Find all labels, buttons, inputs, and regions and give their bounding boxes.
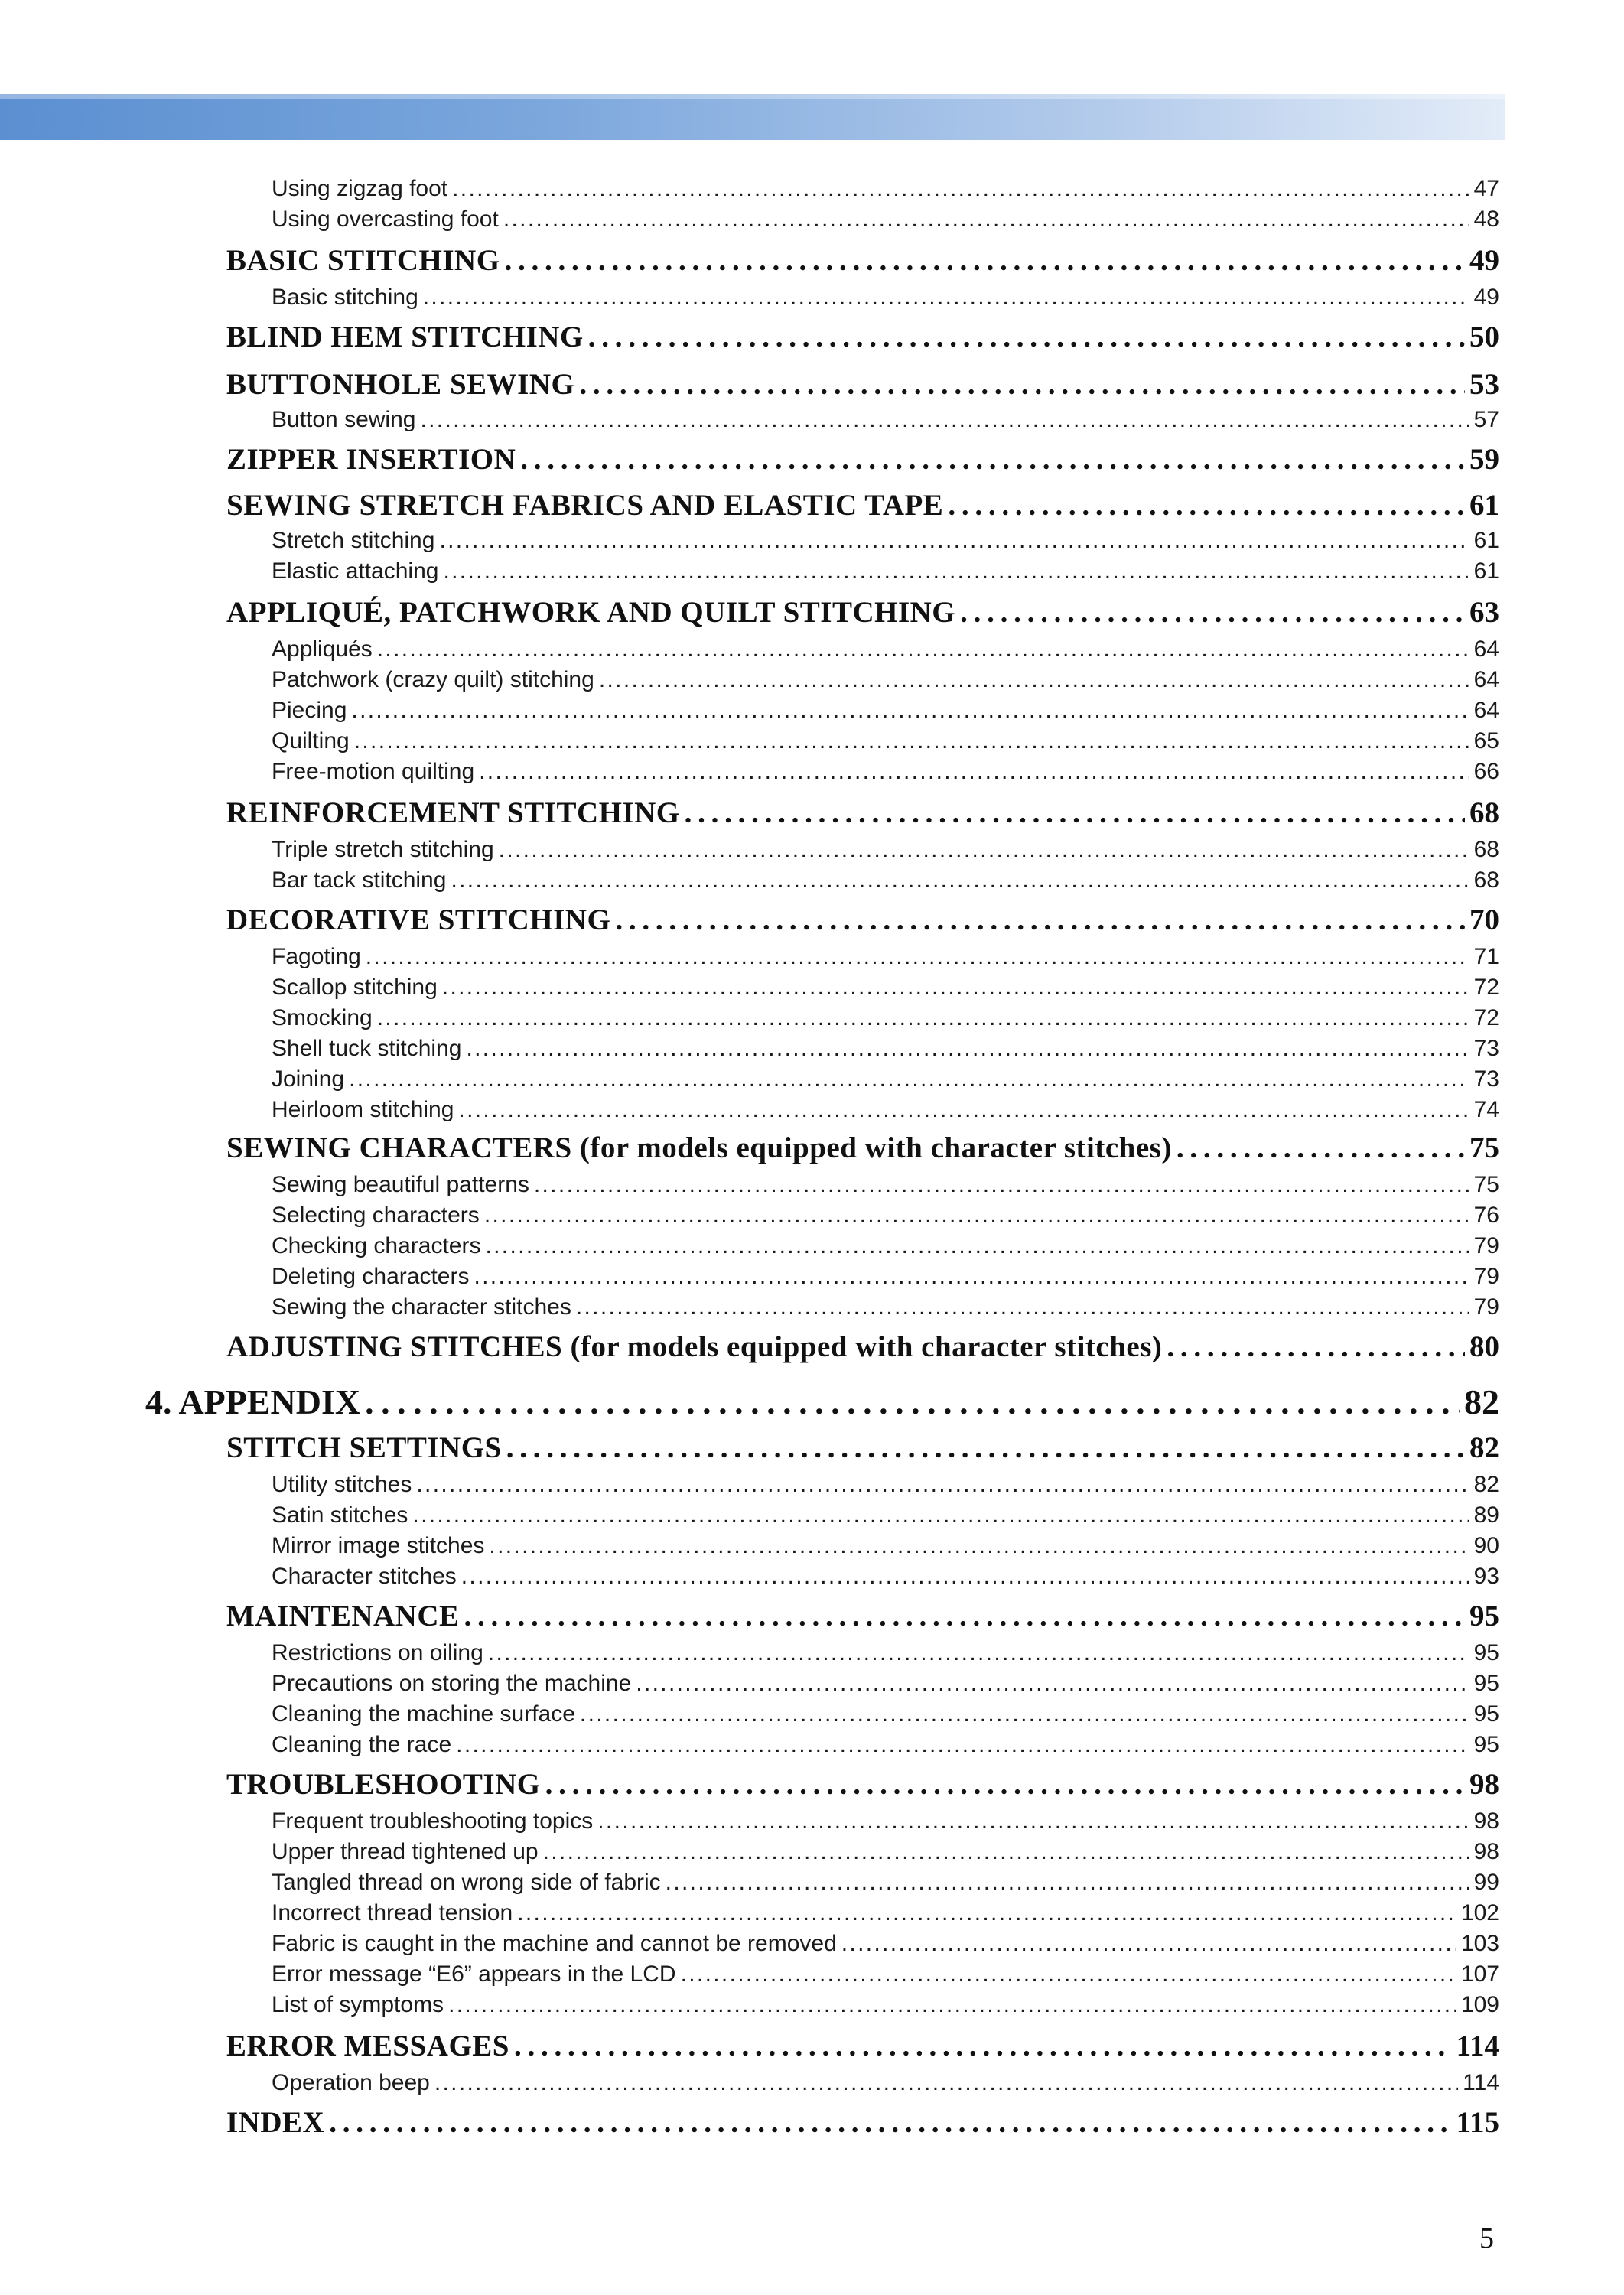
toc-entry-title: Cleaning the race — [272, 1732, 452, 1757]
toc-subentry[interactable] — [272, 1992, 1499, 2018]
dot-leader — [488, 1640, 1469, 1666]
toc-page-number: 98 — [1473, 1808, 1499, 1834]
toc-page-number: 71 — [1473, 944, 1499, 969]
toc-page-number: 114 — [1456, 2030, 1499, 2062]
dot-leader — [681, 1961, 1456, 1987]
toc-page-number: 82 — [1473, 1472, 1499, 1497]
toc-subentry[interactable] — [272, 1564, 1499, 1590]
dot-leader — [448, 1992, 1456, 2018]
dot-leader — [458, 1097, 1469, 1123]
toc-page-number: 72 — [1473, 1005, 1499, 1030]
toc-subentry[interactable] — [272, 1294, 1499, 1320]
dot-leader — [615, 903, 1465, 937]
toc-page-number: 93 — [1473, 1564, 1499, 1589]
dot-leader — [484, 1203, 1469, 1229]
toc-entry-title: Smocking — [272, 1005, 373, 1030]
toc-entry-title: Using overcasting foot — [272, 207, 499, 232]
toc-page-number: 64 — [1473, 698, 1499, 723]
toc-subentry[interactable] — [272, 207, 1499, 233]
dot-leader — [579, 367, 1465, 402]
toc-page-number: 61 — [1473, 528, 1499, 553]
toc-entry-title: Incorrect thread tension — [272, 1900, 513, 1926]
toc-page-number: 64 — [1473, 636, 1499, 662]
toc-subentry[interactable] — [272, 667, 1499, 693]
dot-leader — [464, 1599, 1465, 1633]
toc-page-number: 47 — [1473, 176, 1499, 201]
toc-subentry[interactable] — [272, 1900, 1499, 1926]
toc-entry-title: Using zigzag foot — [272, 176, 448, 201]
dot-leader — [485, 1233, 1469, 1259]
dot-leader — [499, 837, 1469, 863]
dot-leader — [685, 796, 1465, 830]
toc-section-entry[interactable] — [226, 1330, 1499, 1364]
toc-page-number: 99 — [1473, 1870, 1499, 1895]
dot-leader — [466, 1036, 1469, 1062]
toc-entry-title: 4. APPENDIX — [145, 1382, 361, 1421]
toc-entry-title: Fagoting — [272, 944, 361, 969]
toc-entry-title: Stretch stitching — [272, 528, 435, 553]
toc-page-number: 103 — [1460, 1931, 1499, 1956]
toc-subentry[interactable] — [272, 1233, 1499, 1259]
toc-section-entry[interactable] — [226, 1131, 1499, 1165]
toc-page-number: 63 — [1469, 596, 1499, 629]
toc-entry-title: BASIC STITCHING — [226, 244, 500, 277]
toc-entry-title: Free-motion quilting — [272, 759, 475, 784]
dot-leader — [349, 1066, 1469, 1092]
toc-page-number: 64 — [1473, 667, 1499, 692]
toc-chapter-entry[interactable] — [145, 1382, 1499, 1422]
dot-leader — [517, 1900, 1456, 1926]
toc-section-entry[interactable] — [226, 442, 1499, 477]
dot-leader — [960, 595, 1465, 630]
toc-subentry[interactable] — [272, 528, 1499, 554]
toc-entry-title: Fabric is caught in the machine and cannot be removed — [272, 1931, 837, 1956]
toc-page-number: 73 — [1473, 1036, 1499, 1061]
dot-leader — [948, 488, 1465, 522]
toc-entry-title: ZIPPER INSERTION — [226, 443, 516, 476]
toc-subentry[interactable] — [272, 176, 1499, 202]
toc-entry-title: Sewing the character stitches — [272, 1294, 571, 1320]
toc-page-number: 48 — [1473, 207, 1499, 232]
toc-entry-title: Precautions on storing the machine — [272, 1671, 632, 1696]
toc-entry-title: BUTTONHOLE SEWING — [226, 368, 575, 401]
toc-page-number: 75 — [1473, 1172, 1499, 1197]
toc-subentry[interactable] — [272, 868, 1499, 894]
dot-leader — [534, 1172, 1469, 1198]
toc-page-number: 114 — [1463, 2070, 1499, 2095]
dot-leader — [1167, 1330, 1465, 1364]
toc-subentry[interactable] — [272, 759, 1499, 785]
toc-section-entry[interactable] — [226, 320, 1499, 354]
toc-subentry[interactable] — [272, 1036, 1499, 1062]
toc-page-number: 98 — [1473, 1839, 1499, 1864]
dot-leader — [456, 1732, 1469, 1758]
dot-leader — [588, 320, 1465, 354]
dot-leader — [514, 2029, 1452, 2063]
toc-entry-title: Appliqués — [272, 636, 373, 662]
dot-leader — [503, 207, 1469, 233]
toc-subentry[interactable] — [272, 1839, 1499, 1865]
toc-entry-title: Sewing beautiful patterns — [272, 1172, 529, 1197]
toc-entry-title: Deleting characters — [272, 1264, 470, 1289]
toc-page-number: 66 — [1473, 759, 1499, 784]
dot-leader — [580, 1701, 1469, 1727]
page-number: 5 — [1479, 2222, 1494, 2254]
toc-page-number: 61 — [1473, 558, 1499, 584]
header-decorative-band — [0, 94, 1505, 140]
toc-page-number: 49 — [1469, 244, 1499, 277]
toc-subentry[interactable] — [272, 944, 1499, 970]
toc-section-entry[interactable] — [226, 243, 1499, 278]
toc-entry-title: Quilting — [272, 728, 350, 754]
dot-leader — [423, 285, 1469, 311]
toc-section-entry[interactable] — [226, 595, 1499, 630]
toc-page-number: 68 — [1473, 837, 1499, 862]
toc-entry-title: Selecting characters — [272, 1203, 480, 1228]
dot-leader — [366, 944, 1469, 970]
toc-page-number: 75 — [1469, 1131, 1499, 1164]
toc-page-number: 95 — [1469, 1600, 1499, 1633]
toc-page-number: 109 — [1460, 1992, 1499, 2017]
toc-entry-title: BLIND HEM STITCHING — [226, 321, 584, 353]
toc-page-number: 82 — [1464, 1382, 1499, 1421]
toc-subentry[interactable] — [272, 1502, 1499, 1528]
toc-section-entry[interactable] — [226, 903, 1499, 937]
toc-entry-title: REINFORCEMENT STITCHING — [226, 796, 680, 829]
dot-leader — [416, 1472, 1469, 1498]
toc-subentry[interactable] — [272, 1640, 1499, 1666]
toc-page-number: 68 — [1473, 868, 1499, 893]
toc-section-entry[interactable] — [226, 1431, 1499, 1465]
dot-leader — [505, 243, 1465, 278]
toc-entry-title: DECORATIVE STITCHING — [226, 903, 611, 936]
toc-entry-title: MAINTENANCE — [226, 1600, 460, 1633]
toc-page-number: 61 — [1469, 489, 1499, 522]
toc-subentry[interactable] — [272, 1172, 1499, 1198]
toc-page-number: 74 — [1473, 1097, 1499, 1122]
dot-leader — [434, 2070, 1458, 2096]
toc-entry-title: Utility stitches — [272, 1472, 412, 1497]
toc-page-number: 68 — [1469, 796, 1499, 829]
dot-leader — [377, 636, 1469, 662]
toc-entry-title: Cleaning the machine surface — [272, 1701, 575, 1727]
toc-entry-title: Restrictions on oiling — [272, 1640, 483, 1665]
dot-leader — [452, 176, 1469, 202]
toc-page-number: 95 — [1473, 1671, 1499, 1696]
dot-leader — [329, 2105, 1451, 2140]
dot-leader — [461, 1564, 1469, 1590]
toc-page-number: 115 — [1456, 2106, 1499, 2139]
toc-section-entry[interactable] — [226, 2029, 1499, 2063]
toc-subentry[interactable] — [272, 558, 1499, 584]
toc-entry-title: SEWING CHARACTERS (for models equipped with character stitches) — [226, 1131, 1172, 1164]
toc-page-number: 107 — [1460, 1961, 1499, 1987]
toc-entry-title: STITCH SETTINGS — [226, 1431, 502, 1464]
toc-entry-title: Mirror image stitches — [272, 1533, 485, 1558]
toc-subentry[interactable] — [272, 1961, 1499, 1987]
toc-entry-title: Scallop stitching — [272, 975, 438, 1000]
toc-page-number: 76 — [1473, 1203, 1499, 1228]
dot-leader — [479, 759, 1469, 785]
toc-subentry[interactable] — [272, 1066, 1499, 1092]
dot-leader — [841, 1931, 1456, 1957]
toc-page-number: 102 — [1460, 1900, 1499, 1926]
toc-entry-title: List of symptoms — [272, 1992, 444, 2017]
toc-subentry[interactable] — [272, 285, 1499, 311]
toc-section-entry[interactable] — [226, 367, 1499, 402]
toc-page-number: 65 — [1473, 728, 1499, 754]
dot-leader — [597, 1808, 1469, 1834]
toc-page-number: 82 — [1469, 1431, 1499, 1464]
toc-subentry[interactable] — [272, 1533, 1499, 1559]
toc-entry-title: ERROR MESSAGES — [226, 2030, 509, 2062]
toc-page-number: 49 — [1473, 285, 1499, 310]
toc-entry-title: Piecing — [272, 698, 347, 723]
dot-leader — [351, 698, 1469, 724]
toc-page-number: 79 — [1473, 1233, 1499, 1258]
toc-subentry[interactable] — [272, 2070, 1499, 2096]
toc-subentry[interactable] — [272, 1264, 1499, 1290]
toc-page-number: 79 — [1473, 1294, 1499, 1320]
dot-leader — [442, 975, 1469, 1001]
toc-subentry[interactable] — [272, 1808, 1499, 1834]
dot-leader — [666, 1870, 1469, 1896]
toc-entry-title: Character stitches — [272, 1564, 457, 1589]
toc-section-entry[interactable] — [226, 1599, 1499, 1633]
toc-entry-title: Button sewing — [272, 407, 416, 432]
toc-page-number: 89 — [1473, 1502, 1499, 1528]
toc-entry-title: Shell tuck stitching — [272, 1036, 462, 1061]
toc-entry-title: TROUBLESHOOTING — [226, 1768, 541, 1801]
toc-section-entry[interactable] — [226, 2105, 1499, 2140]
dot-leader — [543, 1839, 1469, 1865]
toc-page-number: 57 — [1473, 407, 1499, 432]
toc-entry-title: Frequent troubleshooting topics — [272, 1808, 594, 1834]
dot-leader — [412, 1502, 1469, 1528]
toc-entry-title: Tangled thread on wrong side of fabric — [272, 1870, 661, 1895]
dot-leader — [545, 1767, 1465, 1802]
toc-subentry[interactable] — [272, 1005, 1499, 1031]
dot-leader — [520, 442, 1465, 477]
toc-entry-title: Basic stitching — [272, 285, 418, 310]
toc-entry-title: Error message “E6” appears in the LCD — [272, 1961, 676, 1987]
dot-leader — [506, 1431, 1465, 1465]
toc-subentry[interactable] — [272, 1931, 1499, 1957]
dot-leader — [576, 1294, 1469, 1320]
toc-subentry[interactable] — [272, 1732, 1499, 1758]
toc-page-number: 53 — [1469, 368, 1499, 401]
toc-entry-title: Bar tack stitching — [272, 868, 447, 893]
dot-leader — [474, 1264, 1469, 1290]
toc-entry-title: Patchwork (crazy quilt) stitching — [272, 667, 594, 692]
toc-subentry[interactable] — [272, 1472, 1499, 1498]
toc-page-number: 50 — [1469, 321, 1499, 353]
toc-subentry[interactable] — [272, 407, 1499, 433]
toc-page-number: 73 — [1473, 1066, 1499, 1092]
toc-entry-title: Upper thread tightened up — [272, 1839, 539, 1864]
dot-leader — [439, 528, 1469, 554]
toc-page-number: 80 — [1469, 1330, 1499, 1363]
toc-page-number: 79 — [1473, 1264, 1499, 1289]
dot-leader — [420, 407, 1469, 433]
toc-subentry[interactable] — [272, 837, 1499, 863]
dot-leader — [443, 558, 1469, 584]
toc-page-number: 59 — [1469, 443, 1499, 476]
toc-subentry[interactable] — [272, 975, 1499, 1001]
dot-leader — [354, 728, 1469, 754]
toc-entry-title: Satin stitches — [272, 1502, 408, 1528]
toc-section-entry[interactable] — [226, 796, 1499, 830]
dot-leader — [599, 667, 1469, 693]
toc-entry-title: Elastic attaching — [272, 558, 439, 584]
toc-page-number: 95 — [1473, 1732, 1499, 1757]
toc-subentry[interactable] — [272, 1870, 1499, 1896]
toc-page-number: 98 — [1469, 1768, 1499, 1801]
dot-leader — [365, 1382, 1460, 1422]
toc-page-number: 90 — [1473, 1533, 1499, 1558]
toc-subentry[interactable] — [272, 698, 1499, 724]
toc-subentry[interactable] — [272, 1097, 1499, 1123]
dot-leader — [489, 1533, 1469, 1559]
toc-entry-title: APPLIQUÉ, PATCHWORK AND QUILT STITCHING — [226, 596, 956, 629]
toc-entry-title: Checking characters — [272, 1233, 481, 1258]
toc-entry-title: Heirloom stitching — [272, 1097, 454, 1122]
toc-section-entry[interactable] — [226, 488, 1499, 522]
toc-page-number: 95 — [1473, 1640, 1499, 1665]
toc-entry-title: SEWING STRETCH FABRICS AND ELASTIC TAPE — [226, 489, 944, 522]
toc-page-number: 72 — [1473, 975, 1499, 1000]
toc-entry-title: Operation beep — [272, 2070, 430, 2095]
toc-subentry[interactable] — [272, 1671, 1499, 1697]
toc-section-entry[interactable] — [226, 1767, 1499, 1802]
dot-leader — [636, 1671, 1469, 1697]
toc-page-number: 95 — [1473, 1701, 1499, 1727]
toc-entry-title: INDEX — [226, 2106, 325, 2139]
dot-leader — [451, 868, 1469, 894]
toc-entry-title: ADJUSTING STITCHES (for models equipped with character stitches) — [226, 1330, 1163, 1363]
dot-leader — [1177, 1131, 1465, 1165]
toc-subentry[interactable] — [272, 1701, 1499, 1727]
toc-subentry[interactable] — [272, 636, 1499, 662]
toc-entry-title: Triple stretch stitching — [272, 837, 494, 862]
toc-subentry[interactable] — [272, 1203, 1499, 1229]
toc-subentry[interactable] — [272, 728, 1499, 754]
dot-leader — [377, 1005, 1469, 1031]
toc-page-number: 70 — [1469, 903, 1499, 936]
toc-entry-title: Joining — [272, 1066, 345, 1092]
